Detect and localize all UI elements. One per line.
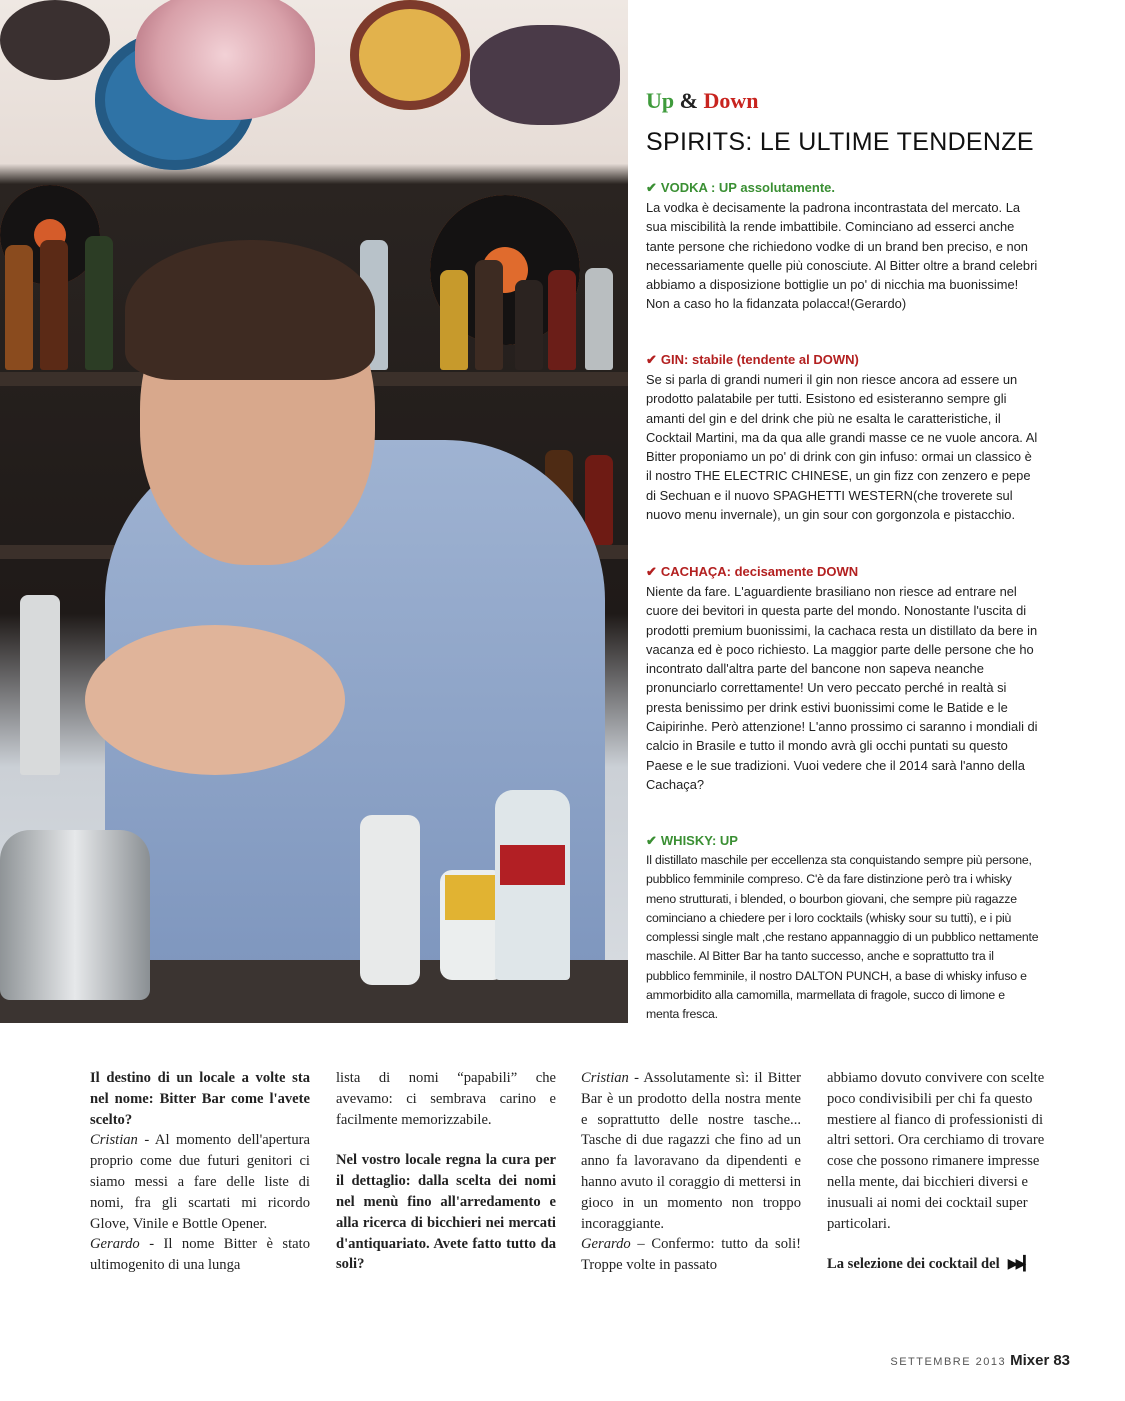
- fast-forward-icon: ▶▶▎: [1007, 1256, 1031, 1273]
- cocktail-shaker: [0, 830, 150, 1000]
- bottle: [585, 268, 613, 370]
- section-heading-text: WHISKY: UP: [660, 833, 738, 848]
- check-icon: ✔: [646, 352, 657, 367]
- answer-text: - Assolutamente sì: il Bitter Bar è un prodotto della nostra mente e soprattutto delle nostre tasche... Tasche di due ragazzi che fino ad un anno fa lavoravano da dipendenti e hanno avuto il coraggio di mettersi in gioco in un momento non troppo incoraggiante.: [581, 1070, 801, 1232]
- article-column-4: [827, 1068, 1047, 1275]
- page-title: SPIRITS: LE ULTIME TENDENZE: [646, 128, 1034, 156]
- section-heading-text: GIN: stabile (tendente al DOWN): [660, 352, 859, 367]
- continue-link[interactable]: [827, 1254, 1047, 1275]
- article-column-3: [581, 1068, 801, 1276]
- hat: [0, 0, 110, 80]
- bottle: [360, 815, 420, 985]
- bottle-cap: [445, 875, 500, 920]
- article-column-1: [90, 1068, 310, 1276]
- section-heading-whisky: [646, 833, 738, 849]
- bartender-hands: [85, 625, 345, 775]
- bottle: [40, 240, 68, 370]
- section-body-whisky: Il distillato maschile per eccellenza sta conquistando sempre più persone, pubblico femminile compreso. C'è da fare distinzione però tra i whisky meno strutturati, i blended, o bourbon giovani, che sempre più ragazze cominciano a chiedere per i loro cocktails (whisky sour su tutti), e i più complessi single malt ,che restano appannaggio di un pubblico nettamente maschile. Al Bitter Bar ha tanto successo, anche e soprattutto tra il pubblico femminile, il nostro DALTON PUNCH, a base di whisky infuso e ammorbidito alla camomilla, marmellata di fragole, succo di limone e menta fresca.: [646, 853, 1039, 1022]
- section-body-cachaca: Niente da fare. L'aguardiente brasiliano non riesce ad entrare nel cuore dei bevitori in questa parte del mondo. Nonostante l'uscita di prodotti premium buonissimi, la cachaca resta un distillato da bere in vacanza ed è poco richiesto. La maggior parte delle persone che ho incontrato dall'altra parte del bancone non sapeva neanche pronunciarlo correttamente! Un vero peccato perché in realtà si presta benissimo per drink estivi buonissimi come le Batide e le Caipirinhe. Però attenzione! L'anno prossimo ci saranno i mondiali di calcio in Brasile e tutto il mondo avrà gli occhi puntati su questo Paese e le sue tradizioni. Vuoi vedere che il 2014 sarà l'anno della Cachaça?: [646, 584, 1038, 792]
- speaker-name: Cristian: [90, 1132, 138, 1149]
- hat: [470, 25, 620, 125]
- interview-answer: [581, 1068, 801, 1234]
- kicker-up: Up: [646, 88, 675, 113]
- check-icon: ✔: [646, 564, 657, 579]
- kicker-down: Down: [703, 88, 759, 113]
- bottle: [440, 270, 468, 370]
- bottle-label: [500, 845, 565, 885]
- answer-text: - Al momento dell'apertura proprio come due futuri genitori ci siamo messi a fare delle liste di nomi, fra gli scartati mi ricordo Glove, Vinile e Bottle Opener.: [90, 1132, 310, 1232]
- answer-text: lista di nomi “papabili” che avevamo: ci sembrava carino e facilmente memorizzabile.: [336, 1070, 556, 1128]
- speaker-name: Cristian: [581, 1070, 629, 1086]
- bottle: [5, 245, 33, 370]
- bottle: [548, 270, 576, 370]
- bottle: [85, 236, 113, 370]
- bottle: [20, 595, 60, 775]
- section-kicker: [646, 88, 758, 114]
- section-heading-text: CACHAÇA: decisamente DOWN: [660, 564, 859, 579]
- bartender-photo: [0, 0, 628, 1023]
- interview-question: Il destino di un locale a volte sta nel nome: Bitter Bar come l'avete scelto?: [90, 1070, 310, 1128]
- answer-text: - Il nome Bitter è stato ultimogenito di una lunga: [90, 1236, 310, 1274]
- section-heading-cachaca: [646, 564, 858, 580]
- speaker-name: Gerardo: [90, 1236, 140, 1253]
- speaker-name: Gerardo: [581, 1236, 631, 1253]
- page-folio: [870, 1352, 1070, 1370]
- magazine-name: Mixer: [1010, 1352, 1050, 1369]
- interview-answer: [581, 1234, 801, 1276]
- kicker-amp: &: [679, 88, 698, 113]
- article-column-2: [336, 1068, 556, 1275]
- section-heading-gin: [646, 352, 859, 368]
- bottle: [495, 790, 570, 980]
- interview-question: Nel vostro locale regna la cura per il dettaglio: dalla scelta dei nomi nel menù fino all'arredamento e alla ricerca di bicchieri nei mercati d'antiquariato. Avete fatto tutto da soli?: [336, 1152, 556, 1273]
- continue-text: La selezione dei cocktail del: [827, 1256, 1000, 1273]
- check-icon: ✔: [646, 180, 657, 195]
- bottle: [475, 260, 503, 370]
- hat: [135, 0, 315, 120]
- interview-answer: [90, 1234, 310, 1276]
- page-number: 83: [1053, 1352, 1070, 1369]
- check-icon: ✔: [646, 833, 657, 848]
- section-body-gin: Se si parla di grandi numeri il gin non riesce ancora ad essere un prodotto palatabile per tutti. Esistono ed esisteranno sempre gli amanti del gin e del drink che più ne esalta le caratteristiche, il Cocktail Martini, ma da qua alle grandi masse ce ne vuole ancora. Al Bitter proponiamo un po' di drink con gin infuso: ormai un classico è il nostro THE ELECTRIC CHINESE, un gin fizz con zenzero e pepe di Sechuan e il nuovo SPAGHETTI WESTERN(che troverete sul nuovo menu invernale), un gin sour con gorgonzola e pistacchio.: [646, 372, 1038, 523]
- section-body-vodka: La vodka è decisamente la padrona incontrastata del mercato. La sua miscibilità la rende imbattibile. Cominciano ad esserci anche tante persone che richiedono vodke di un brand ben preciso, e non necessariamente quelle più conosciute. Al Bitter oltre a brand celebri abbiamo a disposizione bottiglie un po' di nicchia ma buonissime! Non a caso ho la fidanzata polacca!(Gerardo): [646, 200, 1038, 312]
- bartender-hair: [125, 240, 375, 380]
- section-heading-vodka: [646, 180, 835, 196]
- issue-date: SETTEMBRE 2013: [890, 1356, 1007, 1368]
- bottle: [515, 280, 543, 370]
- interview-answer: [90, 1130, 310, 1234]
- section-heading-text: VODKA : UP assolutamente.: [660, 180, 836, 195]
- answer-text: abbiamo dovuto convivere con scelte poco condivisibili per chi fa questo mestiere al fianco di professionisti di altri settori. Ora cerchiamo di trovare cose che possono rimanere impresse nella mente, dai bicchieri diversi e inusuali ai nomi dei cocktail super particolari.: [827, 1070, 1045, 1232]
- hat: [350, 0, 470, 110]
- answer-text: – Confermo: tutto da soli! Troppe volte in passato: [581, 1236, 801, 1274]
